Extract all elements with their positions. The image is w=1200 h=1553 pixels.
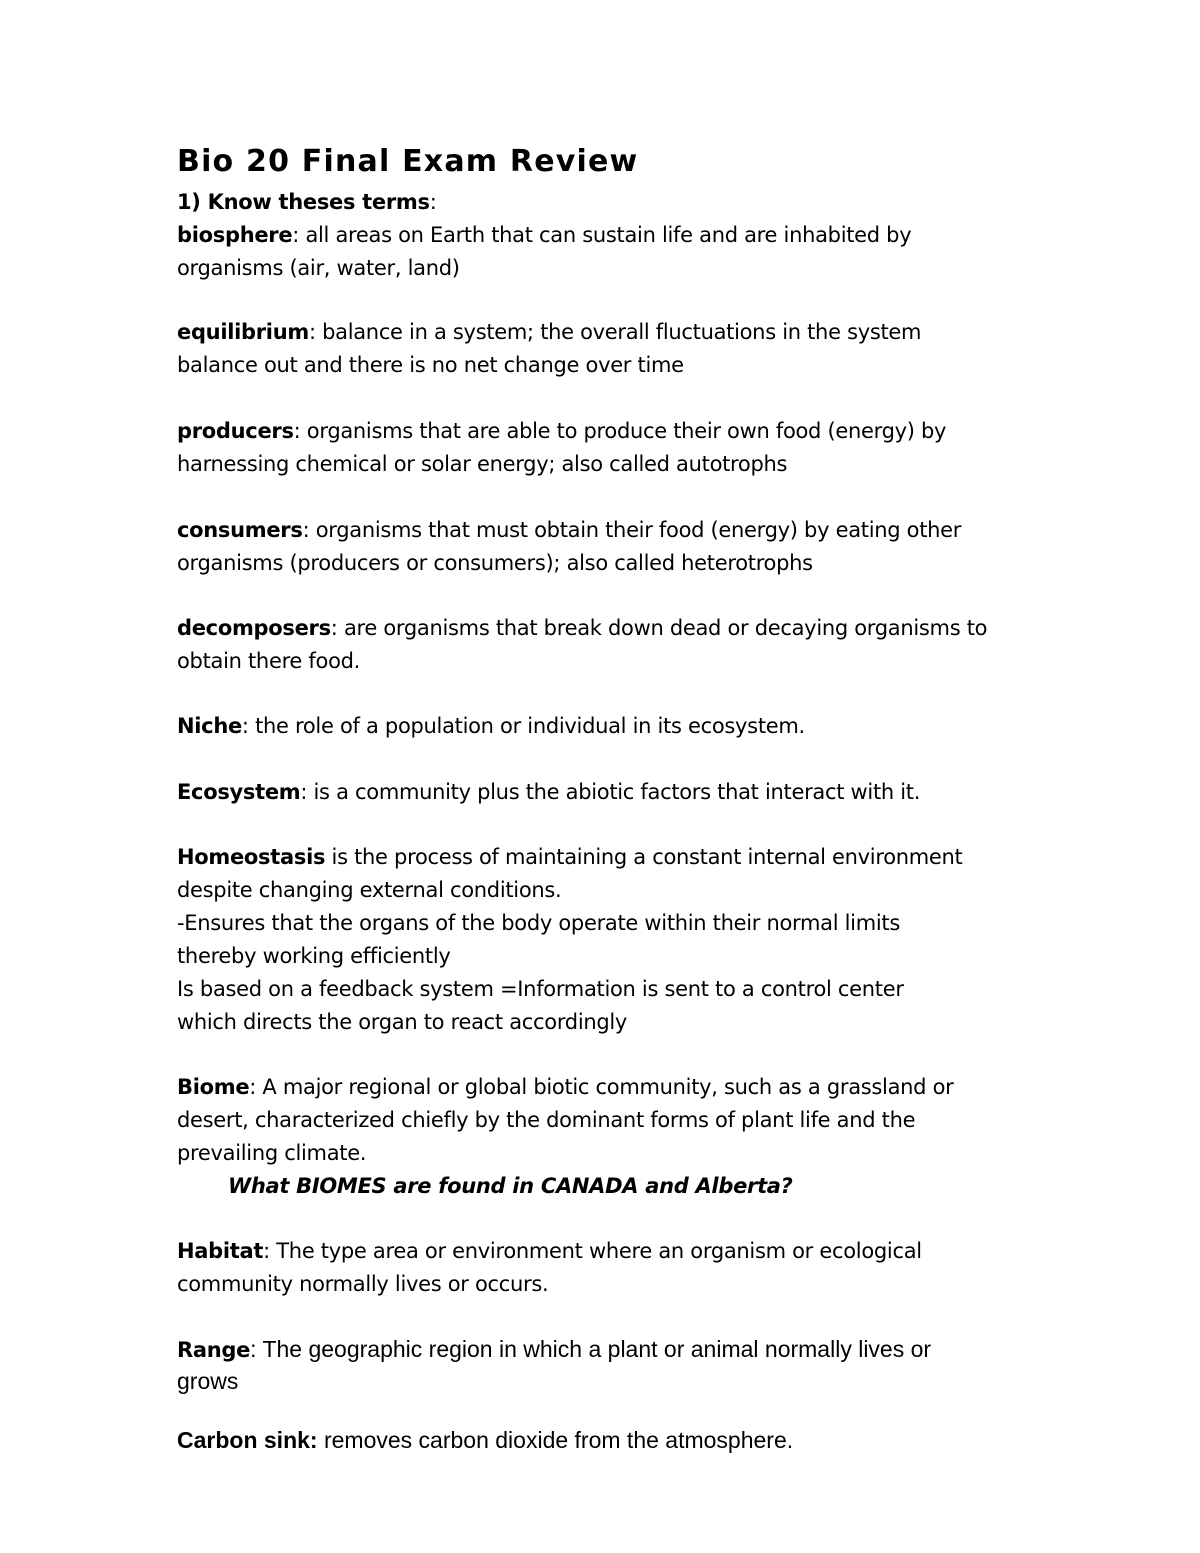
term-equilibrium: equilibrium: [177, 320, 309, 344]
definition-homeostasis: [177, 842, 963, 872]
definition-producers: [177, 416, 946, 446]
definition-ecosystem: [177, 777, 920, 807]
definition-continuation: desert, characterized chiefly by the dominant forms of plant life and the: [177, 1108, 916, 1132]
term-consumers: consumers: [177, 518, 303, 542]
definition-continuation: -Ensures that the organs of the body operate within their normal limits: [177, 911, 900, 935]
definition-text: : are organisms that break down dead or decaying organisms to: [330, 616, 988, 640]
definition-continuation: which directs the organ to react accordingly: [177, 1010, 628, 1034]
term-range: Range: [177, 1338, 251, 1362]
definition-continuation: prevailing climate.: [177, 1141, 367, 1165]
definition-continuation: community normally lives or occurs.: [177, 1272, 549, 1296]
definition-text: : A major regional or global biotic community, such as a grassland or: [249, 1075, 954, 1099]
definition-continuation: despite changing external conditions.: [177, 878, 562, 902]
definition-continuation: harnessing chemical or solar energy; also called autotrophs: [177, 452, 788, 476]
definition-biosphere: [177, 220, 911, 250]
definition-continuation: organisms (producers or consumers); also called heterotrophs: [177, 551, 813, 575]
definition-consumers: [177, 515, 961, 545]
definition-continuation: thereby working efficiently: [177, 944, 451, 968]
term-biosphere: biosphere: [177, 223, 293, 247]
definition-text: removes carbon dioxide from the atmosphere.: [317, 1427, 794, 1453]
definition-text: : The geographic region in which a plant or animal normally lives or: [250, 1336, 932, 1362]
term-homeostasis: Homeostasis: [177, 845, 326, 869]
definition-text: : all areas on Earth that can sustain life and are inhabited by: [292, 223, 912, 247]
section-heading-colon: :: [429, 190, 437, 214]
biome-question: What BIOMES are found in CANADA and Alberta?: [228, 1174, 793, 1198]
definition-text: : is a community plus the abiotic factors that interact with it.: [300, 780, 921, 804]
definition-carbon-sink: [177, 1425, 793, 1455]
section-heading: [177, 187, 436, 217]
definition-text: : balance in a system; the overall fluctuations in the system: [308, 320, 922, 344]
definition-continuation: organisms (air, water, land): [177, 256, 460, 280]
definition-continuation: obtain there food.: [177, 649, 361, 673]
definition-text: : organisms that are able to produce their own food (energy) by: [293, 419, 947, 443]
definition-range: [177, 1334, 931, 1365]
definition-continuation: grows: [177, 1368, 239, 1394]
definition-equilibrium: [177, 317, 921, 347]
definition-decomposers: [177, 613, 987, 643]
definition-niche: [177, 711, 805, 741]
term-biome: Biome: [177, 1075, 250, 1099]
term-habitat: Habitat: [177, 1239, 264, 1263]
definition-habitat: [177, 1236, 922, 1266]
definition-text: is the process of maintaining a constant internal environment: [325, 845, 963, 869]
section-heading-text: 1) Know theses terms: [177, 190, 430, 214]
definition-text: : organisms that must obtain their food (energy) by eating other: [302, 518, 962, 542]
page-title: Bio 20 Final Exam Review: [177, 144, 639, 179]
term-ecosystem: Ecosystem: [177, 780, 301, 804]
definition-text: : The type area or environment where an organism or ecological: [263, 1239, 922, 1263]
term-decomposers: decomposers: [177, 616, 331, 640]
definition-biome: [177, 1072, 953, 1102]
definition-continuation: Is based on a feedback system =Information is sent to a control center: [177, 977, 904, 1001]
term-niche: Niche: [177, 714, 242, 738]
term-producers: producers: [177, 419, 294, 443]
term-carbon-sink: Carbon sink:: [177, 1427, 318, 1453]
definition-text: : the role of a population or individual in its ecosystem.: [241, 714, 805, 738]
definition-continuation: balance out and there is no net change over time: [177, 353, 684, 377]
